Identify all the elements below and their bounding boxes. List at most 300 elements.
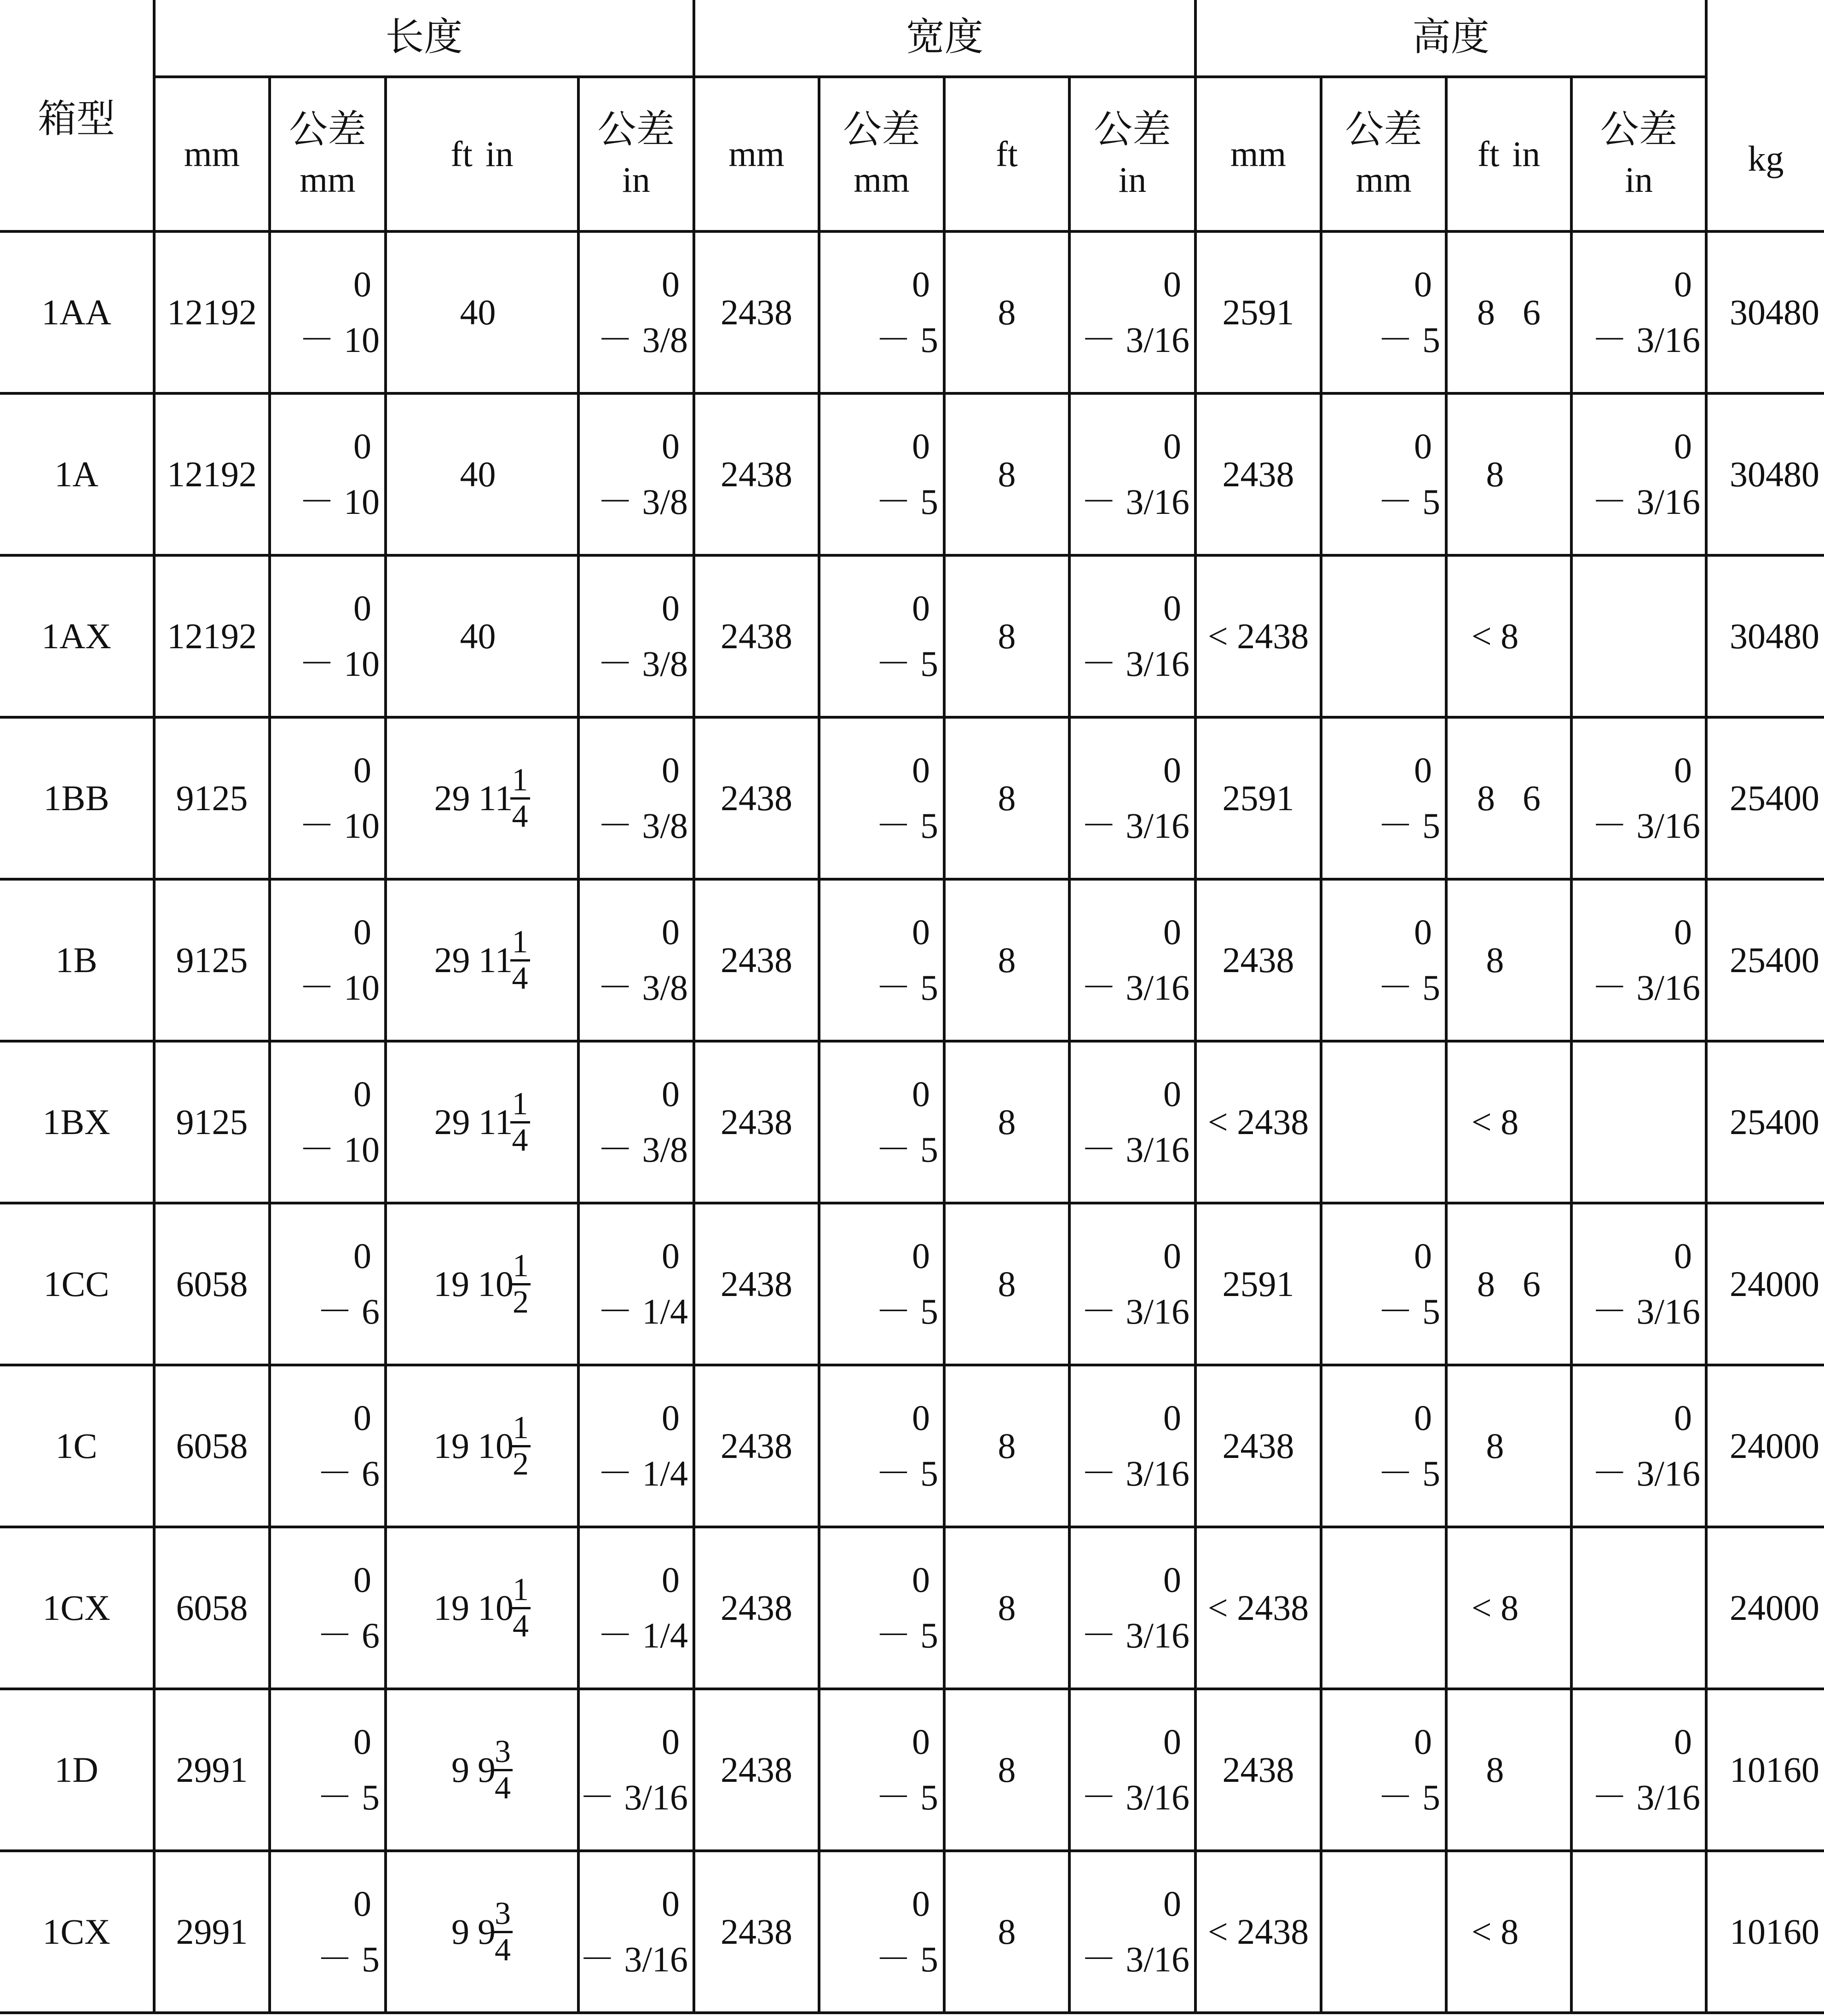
header-h-tol-in-label: 公差 [1600, 108, 1678, 151]
fraction-numerator: 3 [493, 1735, 513, 1771]
length-tol-in [580, 1552, 693, 1664]
length-tol-in [580, 419, 693, 530]
cell-length-ftin [386, 1689, 578, 1851]
cell-length-tol-mm [270, 1041, 386, 1203]
length-in: 11 [478, 940, 513, 980]
length-ft: 40 [460, 454, 496, 495]
width-tol-in [1071, 1714, 1194, 1826]
cell-length-tol-mm [270, 231, 386, 393]
width-tol-mm-lower: － 5 [875, 1777, 939, 1817]
width-tol-in-upper: 0 [1163, 1236, 1182, 1276]
weight-kg: 30480 [1730, 454, 1820, 495]
cell-length-mm [154, 555, 270, 717]
cell-height-tol-mm [1321, 1851, 1446, 2013]
cell-length-mm [154, 231, 270, 393]
height-mm: < 2438 [1207, 1588, 1309, 1628]
height-ft: 8 [1486, 454, 1504, 495]
width-tol-mm-upper: 0 [912, 1884, 930, 1924]
length-tol-mm [271, 1390, 384, 1502]
header-w-tol-mm [819, 77, 944, 231]
height-ft: < 8 [1471, 1912, 1519, 1952]
cell-length-mm [154, 717, 270, 879]
width-mm: 2438 [721, 1102, 793, 1142]
weight-kg: 10160 [1730, 1912, 1820, 1952]
length-tol-mm-upper: 0 [353, 1560, 371, 1600]
length-in: 10 [478, 1264, 514, 1304]
width-ft: 8 [998, 940, 1016, 980]
width-tol-in [1071, 1390, 1194, 1502]
length-inch-fraction [511, 1411, 531, 1481]
table-row [0, 393, 1824, 555]
cell-width-tol-mm [819, 555, 944, 717]
cell-weight-kg [1706, 879, 1824, 1041]
length-tol-in [580, 743, 693, 854]
width-tol-in-upper: 0 [1163, 1884, 1182, 1924]
height-tol-mm [1322, 257, 1445, 368]
header-weight [1706, 0, 1824, 231]
length-tol-in [580, 581, 693, 692]
length-ft: 40 [460, 292, 496, 333]
length-mm: 12192 [167, 292, 257, 333]
height-in: 6 [1523, 292, 1541, 333]
width-tol-in-lower: － 3/16 [1080, 1453, 1190, 1493]
cell-height-mm [1195, 1041, 1321, 1203]
fraction-denominator: 4 [512, 1122, 528, 1158]
width-tol-mm-upper: 0 [912, 1074, 930, 1114]
cell-height-tol-mm [1321, 1527, 1446, 1689]
length-ft: 29 [434, 778, 470, 818]
cell-height-ftin [1446, 555, 1571, 717]
width-tol-mm-upper: 0 [912, 750, 930, 790]
width-tol-in [1071, 1228, 1194, 1340]
table-row [0, 879, 1824, 1041]
width-tol-in [1071, 1876, 1194, 1987]
fraction-denominator: 4 [495, 1770, 511, 1806]
container-type: 1C [55, 1426, 98, 1466]
width-mm: 2438 [721, 616, 793, 657]
cell-type [0, 1365, 154, 1527]
length-tol-mm [271, 1228, 384, 1340]
height-ft: 8 [1486, 1426, 1504, 1466]
length-tol-in [580, 1066, 693, 1178]
length-tol-mm-upper: 0 [353, 1236, 371, 1276]
container-type: 1AA [41, 292, 111, 333]
header-width [694, 0, 1195, 77]
cell-type [0, 1689, 154, 1851]
height-ft: 8 [1477, 292, 1495, 333]
cell-height-tol-mm [1321, 393, 1446, 555]
width-tol-mm [820, 1552, 943, 1664]
height-tol-in [1573, 1228, 1705, 1340]
length-inch-fraction [510, 763, 530, 833]
header-w-tol-label: 公差 [843, 108, 921, 151]
length-tol-mm [271, 743, 384, 854]
cell-height-tol-in [1571, 1203, 1706, 1365]
length-tol-in-lower: － 3/8 [597, 1129, 688, 1169]
cell-width-mm [694, 393, 819, 555]
length-tol-in-upper: 0 [662, 426, 680, 467]
cell-length-tol-in [578, 879, 694, 1041]
height-tol-in-upper: 0 [1674, 912, 1692, 952]
length-tol-mm-lower: － 10 [299, 320, 380, 360]
header-h-mm-label: mm [1230, 134, 1287, 174]
width-ft: 8 [998, 778, 1016, 818]
cell-width-ft [944, 1041, 1069, 1203]
length-tol-in-upper: 0 [662, 264, 680, 305]
length-tol-mm [271, 1876, 384, 1987]
height-tol-in-lower: － 3/16 [1591, 482, 1701, 522]
length-tol-in [580, 1390, 693, 1502]
width-tol-in-upper: 0 [1163, 264, 1182, 305]
length-mm: 6058 [176, 1426, 248, 1466]
width-tol-mm [820, 419, 943, 530]
width-tol-mm-lower: － 5 [875, 968, 939, 1008]
width-tol-mm [820, 904, 943, 1016]
length-ft: 40 [460, 616, 496, 657]
height-tol-mm [1322, 1390, 1445, 1502]
cell-height-mm [1195, 1365, 1321, 1527]
cell-width-mm [694, 1851, 819, 2013]
length-tol-mm [271, 1066, 384, 1178]
cell-type [0, 717, 154, 879]
container-type: 1A [54, 454, 98, 495]
header-h-tol-in [1571, 77, 1706, 231]
cell-length-mm [154, 1527, 270, 1689]
cell-width-mm [694, 231, 819, 393]
cell-length-mm [154, 879, 270, 1041]
length-mm: 12192 [167, 454, 257, 495]
cell-length-mm [154, 1689, 270, 1851]
length-tol-in-upper: 0 [662, 1074, 680, 1114]
cell-length-tol-mm [270, 879, 386, 1041]
cell-length-mm [154, 1203, 270, 1365]
width-tol-in-lower: － 3/16 [1080, 320, 1190, 360]
weight-kg: 24000 [1730, 1588, 1820, 1628]
cell-width-tol-in [1069, 555, 1195, 717]
cell-length-ftin [386, 1041, 578, 1203]
cell-width-tol-mm [819, 879, 944, 1041]
cell-height-mm [1195, 1851, 1321, 2013]
height-mm: 2438 [1222, 1750, 1294, 1790]
length-tol-mm-upper: 0 [353, 264, 371, 305]
width-tol-mm-lower: － 5 [875, 806, 939, 846]
height-tol-mm [1322, 1714, 1445, 1826]
length-inch-fraction [511, 1249, 531, 1319]
length-in: 10 [478, 1588, 514, 1628]
fraction-numerator: 1 [510, 763, 530, 800]
height-ft: 8 [1486, 940, 1504, 980]
cell-width-ft [944, 1203, 1069, 1365]
cell-height-tol-in [1571, 1851, 1706, 2013]
cell-height-tol-in [1571, 879, 1706, 1041]
width-mm: 2438 [721, 1426, 793, 1466]
cell-width-mm [694, 1527, 819, 1689]
cell-width-tol-in [1069, 717, 1195, 879]
header-width-label: 宽度 [906, 16, 984, 59]
width-tol-in [1071, 904, 1194, 1016]
height-in: 6 [1523, 1264, 1541, 1304]
height-tol-in-upper: 0 [1674, 1722, 1692, 1762]
cell-type [0, 231, 154, 393]
width-tol-in-lower: － 3/16 [1080, 1939, 1190, 1979]
height-tol-mm-upper: 0 [1414, 426, 1432, 467]
weight-kg: 24000 [1730, 1426, 1820, 1466]
height-tol-in [1573, 257, 1705, 368]
cell-width-tol-mm [819, 1203, 944, 1365]
cell-weight-kg [1706, 1851, 1824, 2013]
length-ft: 19 [433, 1264, 469, 1304]
cell-length-mm [154, 393, 270, 555]
cell-length-mm [154, 1365, 270, 1527]
height-tol-in [1573, 419, 1705, 530]
length-tol-in-upper: 0 [662, 750, 680, 790]
header-height [1195, 0, 1706, 77]
container-type: 1B [55, 940, 98, 980]
cell-width-ft [944, 231, 1069, 393]
length-tol-in [580, 257, 693, 368]
width-mm: 2438 [721, 292, 793, 333]
table-row [0, 1203, 1824, 1365]
container-type: 1BB [43, 778, 110, 818]
cell-width-ft [944, 393, 1069, 555]
weight-kg: 25400 [1730, 940, 1820, 980]
height-tol-mm-upper: 0 [1414, 1398, 1432, 1438]
cell-length-ftin [386, 555, 578, 717]
cell-height-mm [1195, 1689, 1321, 1851]
cell-width-ft [944, 1851, 1069, 2013]
height-ft: < 8 [1471, 1102, 1519, 1142]
length-ft: 9 [451, 1912, 469, 1952]
length-in: 9 [478, 1750, 496, 1790]
width-mm: 2438 [721, 1264, 793, 1304]
cell-height-tol-mm [1321, 1041, 1446, 1203]
height-tol-in [1573, 743, 1705, 854]
cell-height-tol-mm [1321, 231, 1446, 393]
cell-length-ftin [386, 1527, 578, 1689]
cell-width-ft [944, 717, 1069, 879]
height-mm: < 2438 [1207, 1102, 1309, 1142]
cell-length-tol-in [578, 555, 694, 717]
width-tol-in-upper: 0 [1163, 426, 1182, 467]
cell-length-mm [154, 1041, 270, 1203]
width-tol-in-upper: 0 [1163, 750, 1182, 790]
header-w-tol-in-unit: in [1118, 159, 1147, 200]
cell-height-ftin [1446, 717, 1571, 879]
length-tol-mm [271, 419, 384, 530]
length-tol-mm [271, 581, 384, 692]
width-mm: 2438 [721, 454, 793, 495]
cell-length-tol-in [578, 1851, 694, 2013]
length-mm: 9125 [176, 940, 248, 980]
header-length [154, 0, 694, 77]
length-tol-mm-upper: 0 [353, 1884, 371, 1924]
weight-kg: 30480 [1730, 292, 1820, 333]
header-length-label: 长度 [385, 16, 463, 59]
cell-length-tol-mm [270, 1527, 386, 1689]
cell-height-mm [1195, 717, 1321, 879]
header-w-ft-label: ft [996, 134, 1018, 174]
length-mm: 9125 [176, 778, 248, 818]
height-tol-mm-lower: － 5 [1377, 1777, 1441, 1817]
header-w-mm-label: mm [728, 134, 785, 174]
header-h-tol-label: 公差 [1345, 108, 1423, 151]
cell-weight-kg [1706, 717, 1824, 879]
container-type: 1AX [41, 616, 111, 657]
height-tol-in-upper: 0 [1674, 426, 1692, 467]
cell-length-tol-in [578, 717, 694, 879]
cell-height-tol-in [1571, 231, 1706, 393]
cell-height-tol-in [1571, 1041, 1706, 1203]
length-tol-mm-lower: － 10 [299, 1129, 380, 1169]
width-ft: 8 [998, 1264, 1016, 1304]
height-tol-mm-upper: 0 [1414, 1236, 1432, 1276]
width-ft: 8 [998, 1912, 1016, 1952]
length-tol-mm [271, 257, 384, 368]
cell-width-ft [944, 1689, 1069, 1851]
fraction-denominator: 4 [513, 1608, 529, 1644]
length-tol-in-lower: － 3/8 [597, 968, 688, 1008]
length-inch-fraction [510, 925, 530, 995]
width-tol-mm [820, 1228, 943, 1340]
header-len-tol-label: 公差 [289, 108, 366, 151]
header-h-tol-mm [1321, 77, 1446, 231]
cell-width-mm [694, 879, 819, 1041]
width-tol-in-upper: 0 [1163, 1074, 1182, 1114]
cell-height-tol-in [1571, 717, 1706, 879]
height-mm: < 2438 [1207, 616, 1309, 657]
height-mm: 2438 [1222, 454, 1294, 495]
length-tol-mm-upper: 0 [353, 1074, 371, 1114]
height-tol-in-lower: － 3/16 [1591, 806, 1701, 846]
cell-height-mm [1195, 1203, 1321, 1365]
cell-type [0, 1203, 154, 1365]
length-mm: 6058 [176, 1264, 248, 1304]
cell-length-tol-in [578, 1365, 694, 1527]
width-tol-mm-upper: 0 [912, 1722, 930, 1762]
table-row [0, 231, 1824, 393]
cell-height-mm [1195, 555, 1321, 717]
width-tol-mm [820, 257, 943, 368]
width-tol-mm [820, 1876, 943, 1987]
cell-height-tol-mm [1321, 555, 1446, 717]
width-ft: 8 [998, 454, 1016, 495]
width-mm: 2438 [721, 1750, 793, 1790]
length-tol-mm-lower: － 5 [317, 1777, 380, 1817]
table-row [0, 717, 1824, 879]
fraction-numerator: 3 [493, 1897, 513, 1933]
height-tol-mm-upper: 0 [1414, 912, 1432, 952]
fraction-numerator: 1 [511, 1411, 531, 1447]
width-tol-mm-lower: － 5 [875, 1129, 939, 1169]
header-w-ft [944, 77, 1069, 231]
width-tol-in [1071, 257, 1194, 368]
cell-width-tol-mm [819, 717, 944, 879]
container-type: 1CC [43, 1264, 110, 1304]
cell-width-mm [694, 555, 819, 717]
container-type: 1BX [42, 1102, 110, 1142]
height-tol-mm-lower: － 5 [1377, 482, 1441, 522]
cell-width-tol-in [1069, 1689, 1195, 1851]
height-tol-mm-lower: － 5 [1377, 1291, 1441, 1331]
cell-height-tol-mm [1321, 1365, 1446, 1527]
header-type-label: 箱型 [37, 98, 115, 141]
height-mm: < 2438 [1207, 1912, 1309, 1952]
length-in: 11 [478, 1102, 513, 1142]
width-tol-in-upper: 0 [1163, 912, 1182, 952]
header-row-groups [0, 0, 1824, 77]
cell-width-tol-mm [819, 1527, 944, 1689]
cell-height-mm [1195, 1527, 1321, 1689]
header-h-mm [1195, 77, 1321, 231]
fraction-denominator: 4 [495, 1932, 511, 1968]
cell-height-tol-in [1571, 1365, 1706, 1527]
width-mm: 2438 [721, 940, 793, 980]
cell-width-mm [694, 1689, 819, 1851]
cell-height-ftin [1446, 1689, 1571, 1851]
length-mm: 9125 [176, 1102, 248, 1142]
length-ft: 19 [433, 1588, 469, 1628]
length-mm: 6058 [176, 1588, 248, 1628]
height-ft: < 8 [1471, 1588, 1519, 1628]
cell-length-ftin [386, 393, 578, 555]
height-mm: 2591 [1222, 1264, 1294, 1304]
length-tol-mm-upper: 0 [353, 426, 371, 467]
height-tol-in-upper: 0 [1674, 264, 1692, 305]
cell-height-tol-mm [1321, 717, 1446, 879]
length-in: 10 [478, 1426, 514, 1466]
fraction-numerator: 1 [510, 1087, 530, 1123]
cell-type [0, 1041, 154, 1203]
length-tol-mm-lower: － 6 [317, 1615, 380, 1655]
cell-length-ftin [386, 879, 578, 1041]
fraction-denominator: 2 [513, 1446, 529, 1482]
length-tol-mm-lower: － 6 [317, 1291, 380, 1331]
cell-width-tol-in [1069, 879, 1195, 1041]
length-in: 9 [478, 1912, 496, 1952]
height-tol-mm [1322, 743, 1445, 854]
cell-weight-kg [1706, 393, 1824, 555]
width-tol-in-lower: － 3/16 [1080, 1291, 1190, 1331]
header-height-label: 高度 [1412, 16, 1490, 59]
cell-height-ftin [1446, 231, 1571, 393]
header-h-in-label: in [1512, 134, 1541, 174]
cell-height-ftin [1446, 879, 1571, 1041]
header-h-ft-label: ft [1477, 134, 1500, 174]
cell-type [0, 393, 154, 555]
cell-weight-kg [1706, 555, 1824, 717]
header-len-tol-unit: mm [300, 159, 356, 200]
header-h-tol-unit: mm [1356, 159, 1412, 200]
cell-height-mm [1195, 393, 1321, 555]
cell-length-tol-mm [270, 1203, 386, 1365]
length-inch-fraction [511, 1573, 531, 1643]
height-ft: 8 [1477, 1264, 1495, 1304]
length-tol-in [580, 1714, 693, 1826]
cell-height-ftin [1446, 1527, 1571, 1689]
length-tol-in [580, 904, 693, 1016]
cell-length-tol-in [578, 1203, 694, 1365]
height-tol-in-lower: － 3/16 [1591, 320, 1701, 360]
cell-height-tol-in [1571, 555, 1706, 717]
header-weight-unit: kg [1748, 138, 1784, 179]
length-tol-in-lower: － 3/16 [579, 1777, 688, 1817]
width-tol-in-lower: － 3/16 [1080, 1777, 1190, 1817]
height-tol-in [1573, 1714, 1705, 1826]
width-tol-in [1071, 743, 1194, 854]
width-ft: 8 [998, 1588, 1016, 1628]
width-tol-in [1071, 1552, 1194, 1664]
width-tol-mm-upper: 0 [912, 1560, 930, 1600]
